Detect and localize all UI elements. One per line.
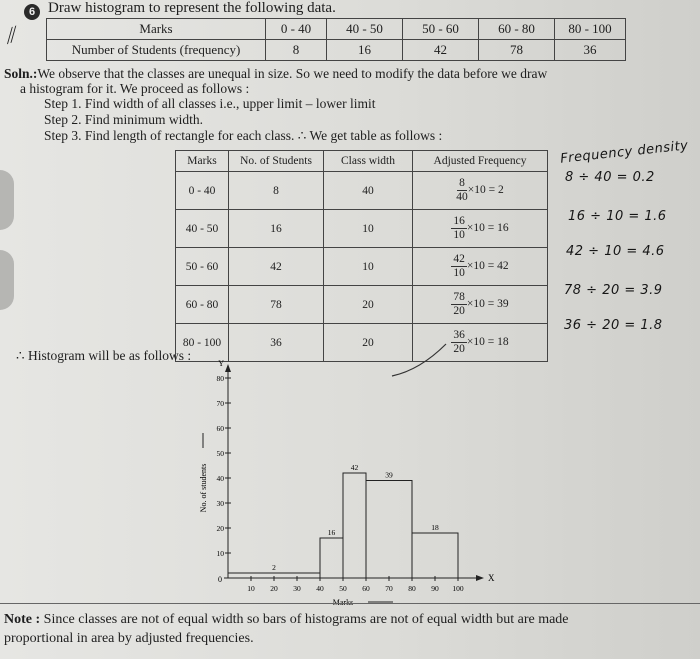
- histogram-bar: [366, 481, 412, 579]
- x-axis-letter: X: [488, 573, 495, 583]
- x-tick-label: 60: [362, 584, 370, 593]
- table2-cell: 8: [229, 172, 324, 210]
- x-tick-label: 50: [339, 584, 347, 593]
- x-tick-label: 100: [452, 584, 464, 593]
- y-tick-label: 80: [216, 374, 224, 383]
- y-tick-label: 40: [216, 474, 224, 483]
- y-tick-label: 50: [216, 449, 224, 458]
- table2-header-row: [176, 151, 548, 172]
- x-tick-label: 70: [385, 584, 393, 593]
- table1-cell: 16: [327, 40, 403, 61]
- table1-cell: 78: [479, 40, 555, 61]
- x-tick-label: 90: [431, 584, 439, 593]
- x-axis-title: Marks: [332, 598, 354, 607]
- table2-row: [176, 248, 548, 286]
- table1-row-frequency: [47, 40, 626, 61]
- table2-cell: 42: [229, 248, 324, 286]
- note-line-1: Since classes are not of equal width so bars of histograms are not of equal width but are made: [43, 612, 569, 627]
- table2-cell: $\frac{36}{20}$ ×10 = 18: [413, 324, 548, 362]
- adjusted-frequency-table: [175, 150, 548, 362]
- step-2: Step 2. Find minimum width.: [44, 112, 204, 127]
- handwritten-line: 36 ÷ 20 = 1.8: [564, 318, 663, 333]
- table2-header: Marks: [176, 151, 229, 172]
- question-number-badge: 6: [24, 4, 40, 20]
- table2-row: [176, 210, 548, 248]
- table1-cell: 36: [555, 40, 626, 61]
- question-text: Draw histogram to represent the following data.: [48, 0, 336, 16]
- table2-cell: 80 - 100: [176, 324, 229, 362]
- table1-cell: 42: [403, 40, 479, 61]
- y-tick-label: 60: [216, 424, 224, 433]
- bar-value-label: 16: [327, 528, 336, 537]
- y-tick-label: 20: [216, 524, 224, 533]
- histogram-bar: [343, 473, 366, 578]
- table2-cell: 40 - 50: [176, 210, 229, 248]
- table2-cell: $\frac{78}{20}$ ×10 = 39: [413, 286, 548, 324]
- handwritten-title: Frequency density: [559, 138, 690, 167]
- table2-cell: 16: [229, 210, 324, 248]
- table2-cell: 60 - 80: [176, 286, 229, 324]
- table1-cell: Number of Students (frequency): [47, 40, 266, 61]
- x-tick-label: 20: [270, 584, 278, 593]
- table2-cell: $\frac{42}{10}$ ×10 = 42: [413, 248, 548, 286]
- table1-cell: 0 - 40: [266, 19, 327, 40]
- step-1: Step 1. Find width of all classes i.e., upper limit – lower limit: [44, 96, 376, 111]
- x-tick-label: 10: [247, 584, 255, 593]
- handwritten-line: 42 ÷ 10 = 4.6: [566, 244, 665, 259]
- table2-row: [176, 172, 548, 210]
- bar-value-label: 39: [385, 470, 393, 480]
- y-axis-arrow: [225, 364, 231, 372]
- table2-header: Adjusted Frequency: [413, 151, 548, 172]
- bar-value-label: 42: [350, 463, 359, 472]
- table2-cell: $\frac{8}{40}$ ×10 = 2: [413, 172, 548, 210]
- note-label: Note :: [4, 612, 41, 627]
- table2-cell: 0 - 40: [176, 172, 229, 210]
- y-tick-label: 30: [216, 499, 224, 508]
- table2-cell: $\frac{16}{10}$ ×10 = 16: [413, 210, 548, 248]
- table2-header: Class width: [324, 151, 413, 172]
- note-line-2: proportional in area by adjusted frequencies.: [4, 631, 254, 646]
- table1-cell: 40 - 50: [327, 19, 403, 40]
- table2-cell: 40: [324, 172, 413, 210]
- solution-label: Soln.:: [4, 66, 38, 81]
- page-edge-shadow: [0, 250, 14, 310]
- table2-row: [176, 324, 548, 362]
- handwritten-line: 16 ÷ 10 = 1.6: [568, 209, 667, 224]
- footnote-rule: [0, 603, 700, 604]
- step-3: Step 3. Find length of rectangle for each class. ∴ We get table as follows :: [44, 128, 443, 143]
- pen-mark: ⁄⁄: [3, 21, 20, 48]
- solution-line-1: Soln.:We observe that the classes are unequal in size. So we need to modify the data before we draw: [4, 66, 548, 81]
- solution-line-2: a histogram for it. We proceed as follows :: [20, 81, 250, 96]
- table2-cell: 10: [324, 248, 413, 286]
- frequency-table: [46, 18, 626, 61]
- note: [4, 610, 569, 648]
- table1-cell: 50 - 60: [403, 19, 479, 40]
- y-axis-title: No. of students: [199, 463, 208, 513]
- table2-row: [176, 286, 548, 324]
- histogram-caption: ∴ Histogram will be as follows :: [16, 348, 192, 363]
- table2-cell: 50 - 60: [176, 248, 229, 286]
- table2-header: No. of Students: [229, 151, 324, 172]
- bar-value-label: 2: [272, 563, 276, 572]
- table2-cell: 36: [229, 324, 324, 362]
- table1-cell: Marks: [47, 19, 266, 40]
- table1-cell: 80 - 100: [555, 19, 626, 40]
- handwritten-line: 8 ÷ 40 = 0.2: [565, 170, 655, 185]
- table1-cell: 8: [266, 40, 327, 61]
- table1-cell: 60 - 80: [479, 19, 555, 40]
- y-axis-letter: Y: [218, 359, 224, 368]
- bar-value-label: 18: [431, 523, 439, 532]
- y-tick-label: 10: [216, 549, 224, 558]
- x-tick-label: 40: [316, 584, 324, 593]
- y-tick-label: 70: [216, 399, 224, 408]
- histogram-bar: [412, 533, 458, 578]
- page-edge-shadow: [0, 170, 14, 230]
- table2-cell: 20: [324, 324, 413, 362]
- handwritten-line: 78 ÷ 20 = 3.9: [564, 283, 663, 298]
- x-axis-arrow: [476, 575, 484, 581]
- origin-label: 0: [218, 575, 222, 584]
- table2-cell: 20: [324, 286, 413, 324]
- histogram-chart: [190, 359, 510, 609]
- x-tick-label: 80: [408, 584, 416, 593]
- table2-cell: 78: [229, 286, 324, 324]
- x-tick-label: 30: [293, 584, 301, 593]
- histogram-bar: [320, 538, 343, 578]
- table2-cell: 10: [324, 210, 413, 248]
- table1-row-marks: [47, 19, 626, 40]
